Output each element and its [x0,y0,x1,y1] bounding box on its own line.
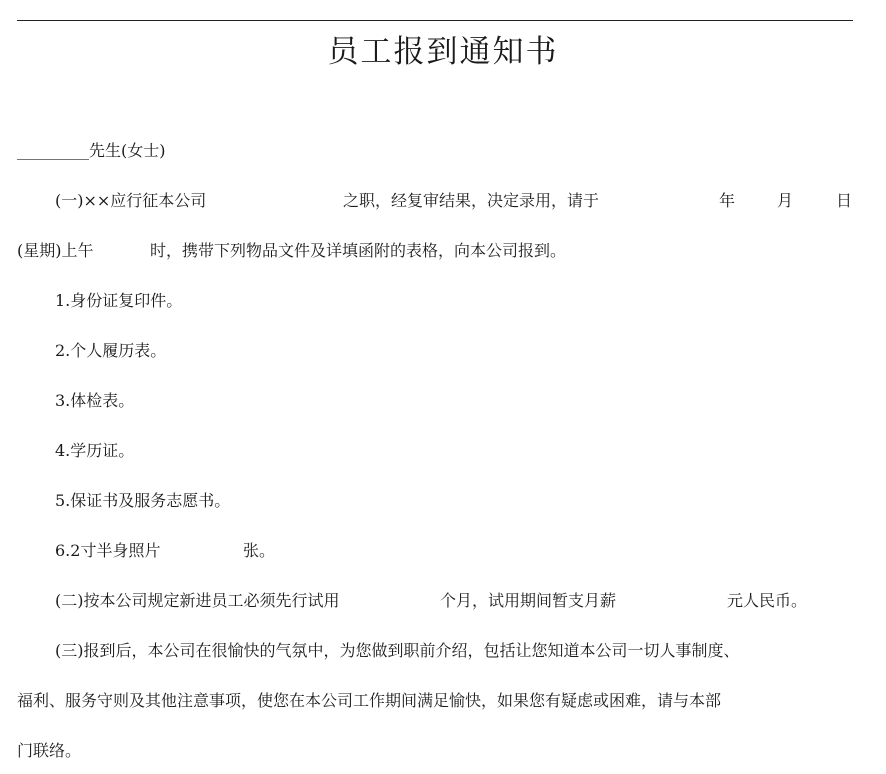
day-label: 日 [836,191,853,210]
document-title: 员工报到通知书 [327,34,559,70]
top-rule [17,20,853,21]
para3-line1: (三)报到后，本公司在很愉快的气氛中，为您做到职前介绍，包括让您知道本公司一切人事制度、 [55,641,740,660]
para3-line3: 门联络。 [17,741,82,760]
para3-line2: 福利、服务守则及其他注意事项，使您在本公司工作期间满足愉快，如果您有疑虑或困难，请与本部 [17,691,722,710]
month-label: 月 [777,191,794,210]
list-item: 3.体检表。 [55,391,135,410]
para2-text: (二)按本公司规定新进员工必须先行试用 [55,591,340,610]
para1-text-cont: 之职，经复审结果，决定录用，请于 [343,191,600,210]
list-item: 4.学历证。 [55,441,135,460]
salutation: _________先生(女士) [17,141,166,160]
para1-line2-text: 时，携带下列物品文件及详填函附的表格，向本公司报到。 [150,241,567,260]
list-item-suffix: 张。 [243,541,276,560]
list-item: 1.身份证复印件。 [55,291,183,310]
list-item: 2.个人履历表。 [55,341,167,360]
para2-text-end: 元人民币。 [727,591,808,610]
para2-text-cont: 个月，试用期间暂支月薪 [440,591,617,610]
para1-text: (一)××应行征本公司 [55,191,207,210]
weekday-label: (星期)上午 [17,241,94,260]
list-item: 5.保证书及服务志愿书。 [55,491,231,510]
list-item: 6.2寸半身照片 [55,541,161,560]
year-label: 年 [719,191,736,210]
